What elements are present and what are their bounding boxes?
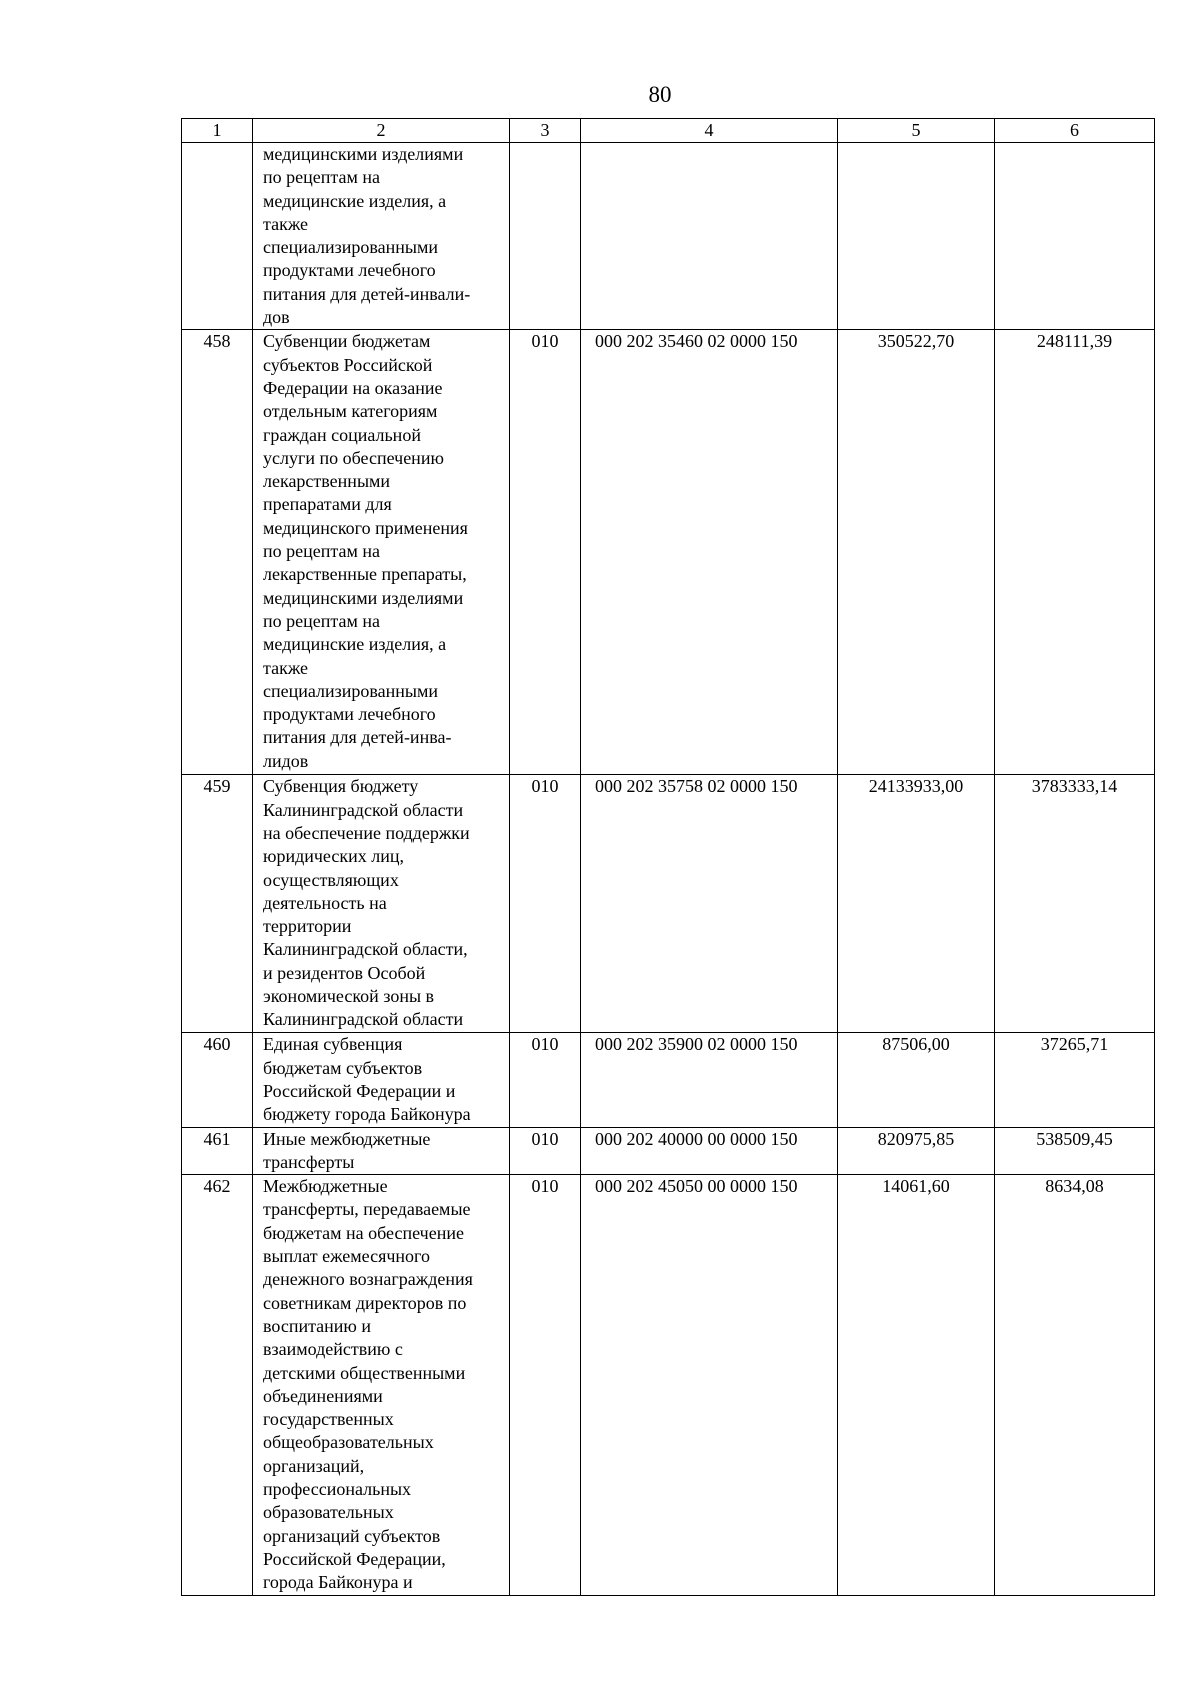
row-value-5: 24133933,00 — [838, 775, 995, 1033]
budget-table — [181, 118, 1155, 1596]
header-col-1: 1 — [182, 119, 253, 143]
table-row — [182, 775, 1155, 1033]
table-row — [182, 1175, 1155, 1595]
table-row — [182, 330, 1155, 775]
header-col-3: 3 — [510, 119, 581, 143]
row-value-6 — [995, 143, 1155, 330]
table-header — [182, 119, 1155, 143]
row-value-6: 8634,08 — [995, 1175, 1155, 1595]
row-value-5: 820975,85 — [838, 1127, 995, 1175]
table-row — [182, 143, 1155, 330]
row-number: 460 — [182, 1033, 253, 1127]
row-value-5: 87506,00 — [838, 1033, 995, 1127]
row-value-5: 350522,70 — [838, 330, 995, 775]
row-code: 010 — [510, 775, 581, 1033]
row-description: Единая субвенция бюджетам субъектов Российской Федерации и бюджету города Байконура — [253, 1033, 510, 1127]
header-row — [182, 119, 1155, 143]
header-col-2: 2 — [253, 119, 510, 143]
header-col-4: 4 — [581, 119, 838, 143]
row-value-5: 14061,60 — [838, 1175, 995, 1595]
row-value-6: 37265,71 — [995, 1033, 1155, 1127]
table-row — [182, 1127, 1155, 1175]
page-number: 80 — [648, 82, 672, 107]
table-body — [182, 143, 1155, 1596]
row-kbk-code: 000 202 40000 00 0000 150 — [581, 1127, 838, 1175]
row-number: 459 — [182, 775, 253, 1033]
row-code: 010 — [510, 1175, 581, 1595]
row-description: медицинскими изделиями по рецептам на медицинские изделия, а также специализированными продуктами лечебного питания для детей-инвали- дов — [253, 143, 510, 330]
row-code — [510, 143, 581, 330]
row-number: 462 — [182, 1175, 253, 1595]
row-kbk-code: 000 202 35900 02 0000 150 — [581, 1033, 838, 1127]
row-description: Иные межбюджетные трансферты — [253, 1127, 510, 1175]
row-code: 010 — [510, 1127, 581, 1175]
row-code: 010 — [510, 1033, 581, 1127]
row-value-5 — [838, 143, 995, 330]
header-col-6: 6 — [995, 119, 1155, 143]
row-description: Межбюджетные трансферты, передаваемые бюджетам на обеспечение выплат ежемесячного денежного вознаграждения советникам директоров по воспитанию и взаимодействию с детскими общественными объединениями государственных общеобразовательных организаций, профессиональных образовательных организаций субъектов Российской Федерации, города Байконура и — [253, 1175, 510, 1595]
row-number: 461 — [182, 1127, 253, 1175]
row-kbk-code: 000 202 35758 02 0000 150 — [581, 775, 838, 1033]
row-value-6: 248111,39 — [995, 330, 1155, 775]
table-row — [182, 1033, 1155, 1127]
row-description: Субвенция бюджету Калининградской области на обеспечение поддержки юридических лиц, осуществляющих деятельность на территории Калининградской области, и резидентов Особой экономической зоны в Калининградской области — [253, 775, 510, 1033]
row-kbk-code: 000 202 35460 02 0000 150 — [581, 330, 838, 775]
row-description: Субвенции бюджетам субъектов Российской Федерации на оказание отдельным категориям граждан социальной услуги по обеспечению лекарственными препаратами для медицинского применения по рецептам на лекарственные препараты, медицинскими изделиями по рецептам на медицинские изделия, а также специализированными продуктами лечебного питания для детей-инва- лидов — [253, 330, 510, 775]
row-value-6: 3783333,14 — [995, 775, 1155, 1033]
header-col-5: 5 — [838, 119, 995, 143]
row-code: 010 — [510, 330, 581, 775]
row-number: 458 — [182, 330, 253, 775]
row-value-6: 538509,45 — [995, 1127, 1155, 1175]
row-kbk-code: 000 202 45050 00 0000 150 — [581, 1175, 838, 1595]
row-number — [182, 143, 253, 330]
row-kbk-code — [581, 143, 838, 330]
